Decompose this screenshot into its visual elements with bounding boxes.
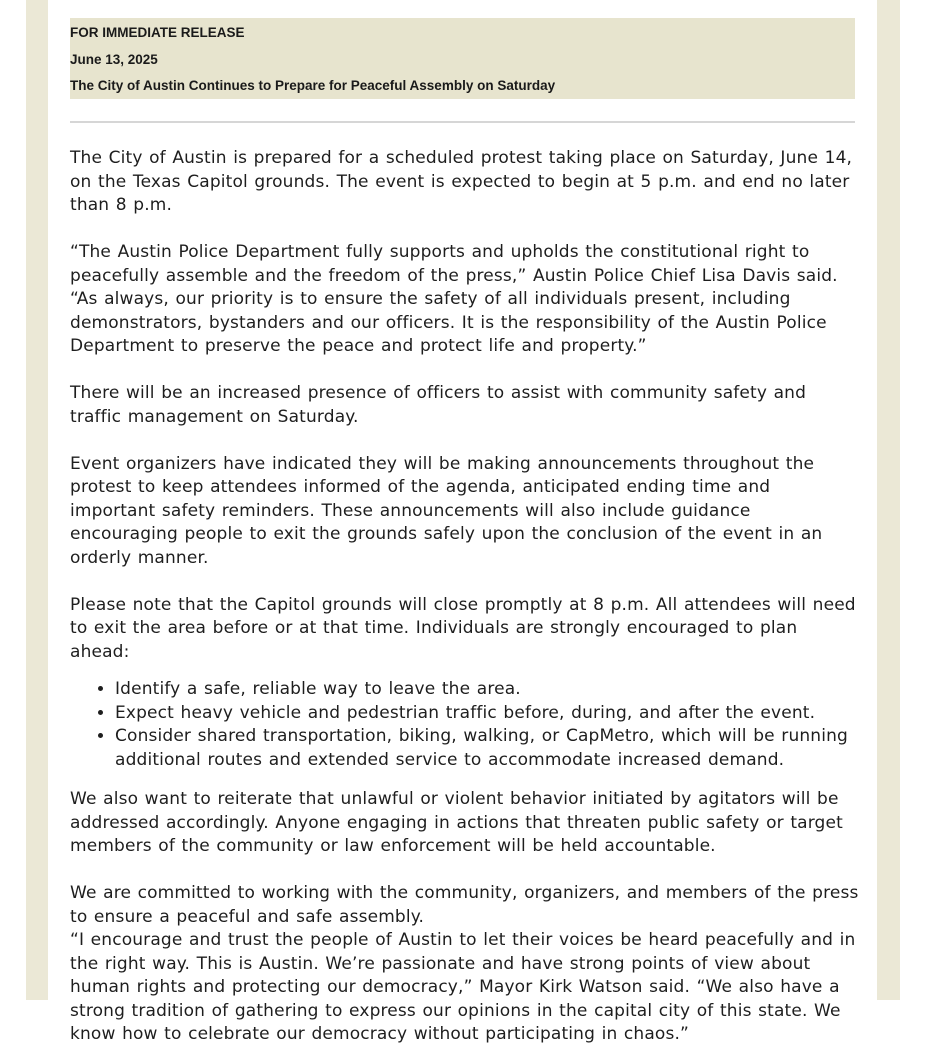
- release-label: FOR IMMEDIATE RELEASE: [70, 25, 245, 40]
- paragraph-police-chief-quote: “The Austin Police Department fully supports and upholds the constitutional right to peacefully assemble and the freedom of the press,” Austin Police Chief Lisa Davis said. “As always, our priority is to ensure the safety of all individuals present, including demonstrators, bystanders and our officers. It is the responsibility of the Austin Police Department to preserve the peace and protect life and property.”: [70, 242, 838, 356]
- paragraph-grounds-closing: Please note that the Capitol grounds will close promptly at 8 p.m. All attendees will need to exit the area before or at that time. Individuals are strongly encouraged to plan ahead:: [70, 594, 856, 662]
- paragraph-mayor-quote: “I encourage and trust the people of Austin to let their voices be heard peacefully and in the right way. This is Austin. We’re passionate and have strong points of view about human rights and protecting our democracy,” Mayor Kirk Watson said. “We also have a strong tradition of gathering to express our opinions in the capital city of this state. We know how to celebrate our democracy without participating in chaos.”: [70, 930, 856, 1044]
- release-date: June 13, 2025: [70, 52, 158, 67]
- release-headline: The City of Austin Continues to Prepare for Peaceful Assembly on Saturday: [70, 78, 556, 93]
- header-divider: [70, 121, 855, 123]
- press-release-page: [48, 0, 877, 1044]
- paragraph-organizer-announcements: Event organizers have indicated they will be making announcements throughout the protest to keep attendees informed of the agenda, anticipated ending time and important safety reminders. These announcements will also include guidance encouraging people to exit the grounds safely upon the conclusion of the event in an orderly manner.: [70, 453, 823, 568]
- paragraph-event-details: The City of Austin is prepared for a scheduled protest taking place on Saturday, June 14, on the Texas Capitol grounds. The event is expected to begin at 5 p.m. and end no later than 8 p.m.: [70, 148, 853, 215]
- plan-ahead-list: [70, 678, 860, 772]
- list-item: • Consider shared transportation, biking, walking, or CapMetro, which will be running additional routes and extended service to accommodate increased demand.: [115, 725, 860, 772]
- paragraph-unlawful-behavior: We also want to reiterate that unlawful or violent behavior initiated by agitators will be addressed accordingly. Anyone engaging in actions that threaten public safety or target members of the community or law enforcement will be held accountable.: [70, 789, 843, 856]
- list-item: • Expect heavy vehicle and pedestrian traffic before, during, and after the event.: [115, 702, 860, 726]
- release-header: [70, 18, 855, 99]
- list-item: • Identify a safe, reliable way to leave the area.: [115, 678, 860, 702]
- paragraph-commitment: We are committed to working with the community, organizers, and members of the press to ensure a peaceful and safe assembly.: [70, 883, 859, 927]
- paragraph-officer-presence: There will be an increased presence of officers to assist with community safety and traffic management on Saturday.: [70, 383, 807, 427]
- release-body: [70, 147, 860, 1047]
